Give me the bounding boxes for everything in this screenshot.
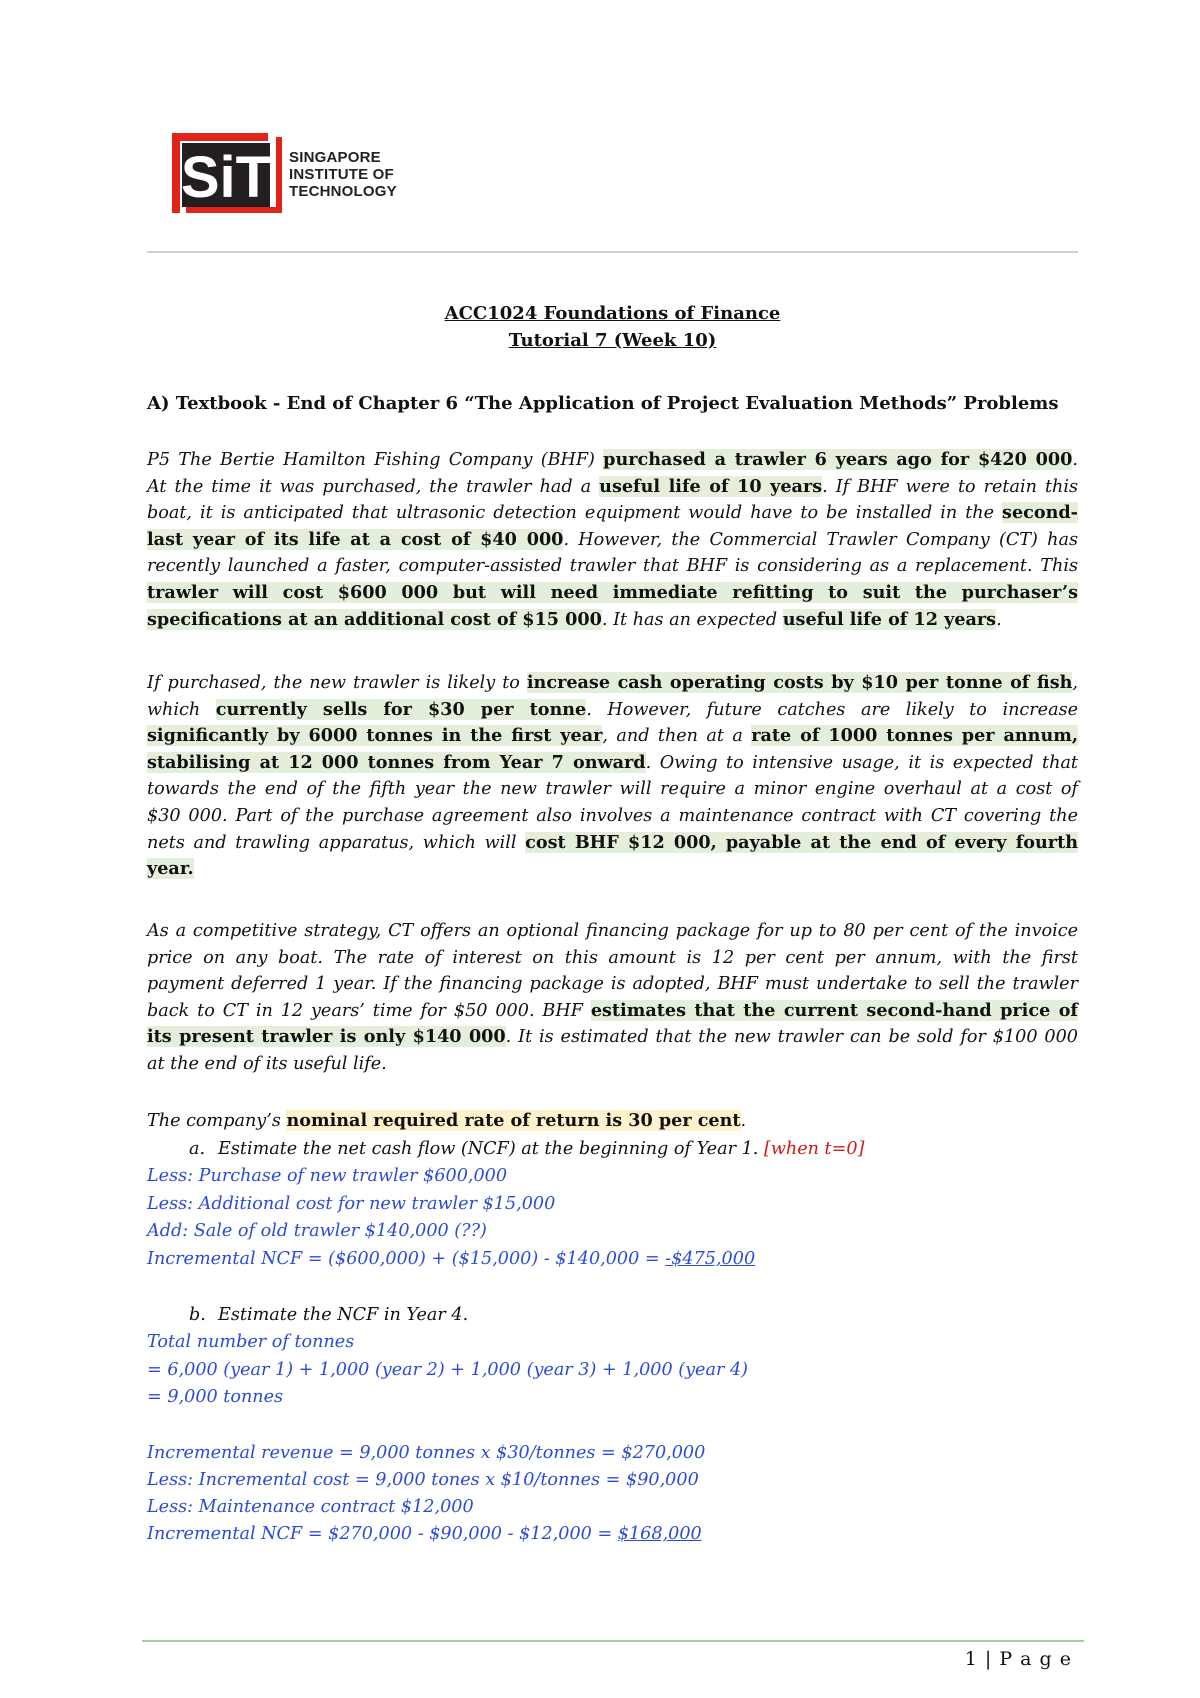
p1-line-6: trawler will cost $600 000 but will need immediate refitting to suit the purchaser’s xyxy=(147,581,1078,603)
answer-b-line-3: = 9,000 tonnes xyxy=(147,1387,284,1407)
logo-line-3: TECHNOLOGY xyxy=(289,183,397,200)
p3-line-2: price on any boat. The rate of interest on this amount is 12 per cent per annum, with the first xyxy=(147,947,1078,968)
section-heading: A) Textbook - End of Chapter 6 “The Application of Project Evaluation Methods” Problems xyxy=(147,393,1059,414)
p2-line-8: year. xyxy=(147,858,194,880)
answer-b-line-5: Less: Incremental cost = 9,000 tones x $10/tonnes = $90,000 xyxy=(147,1470,699,1490)
question-a-note: [when t=0] xyxy=(763,1139,865,1159)
sit-logo-mark-icon xyxy=(172,133,282,213)
p1-line-4: last year of its life at a cost of $40 000. However, the Commercial Trawler Company (CT) has xyxy=(147,528,1078,550)
logo-line-2: INSTITUTE OF xyxy=(289,166,394,183)
p2-line-1: If purchased, the new trawler is likely to increase cash operating costs by $10 per tonne of fish, xyxy=(147,672,1078,693)
document-subtitle: Tutorial 7 (Week 10) xyxy=(508,330,717,351)
document-title: ACC1024 Foundations of Finance xyxy=(444,303,781,324)
footer-divider xyxy=(142,1640,1084,1642)
p2-line-6: $30 000. Part of the purchase agreement also involves a maintenance contract with CT covering the xyxy=(147,805,1078,826)
p2-line-7: nets and trawling apparatus, which will cost BHF $12 000, payable at the end of every fourth xyxy=(147,831,1078,853)
page-footer: 1 | P a g e xyxy=(964,1648,1072,1670)
question-a-label: a. xyxy=(189,1139,206,1159)
answer-a-line-1: Less: Purchase of new trawler $600,000 xyxy=(147,1166,508,1186)
p1-line-2: At the time it was purchased, the trawler had a useful life of 10 years. If BHF were to retain this xyxy=(147,475,1078,497)
p3-line-4: back to CT in 12 years’ time for $50 000. BHF estimates that the current second-hand price of xyxy=(147,999,1078,1021)
answer-a-result: -$475,000 xyxy=(665,1249,756,1269)
p2-line-2: which currently sells for $30 per tonne. However, future catches are likely to increase xyxy=(147,698,1079,720)
question-b: Estimate the NCF in Year 4. xyxy=(218,1305,469,1325)
answer-b-line-4: Incremental revenue = 9,000 tonnes x $30/tonnes = $270,000 xyxy=(147,1443,706,1463)
p3-line-3: payment deferred 1 year. If the financing package is adopted, BHF must undertake to sell the trawler xyxy=(147,974,1078,995)
p4-line: The company’s nominal required rate of return is 30 per cent. xyxy=(147,1110,747,1131)
answer-b-line-2: = 6,000 (year 1) + 1,000 (year 2) + 1,000 (year 3) + 1,000 (year 4) xyxy=(147,1360,749,1380)
p1-line-1: P5 The Bertie Hamilton Fishing Company (BHF) purchased a trawler 6 years ago for $420 000. xyxy=(147,449,1078,470)
required-return-line xyxy=(147,1108,1078,1135)
question-a: Estimate the net cash flow (NCF) at the beginning of Year 1. [when t=0] xyxy=(218,1139,865,1159)
p3-line-6: at the end of its useful life. xyxy=(147,1053,387,1074)
sit-logo xyxy=(172,133,412,213)
svg-text:SiT: SiT xyxy=(180,145,272,210)
answer-b-line-1: Total number of tonnes xyxy=(147,1332,355,1352)
question-b-label: b. xyxy=(189,1305,206,1325)
answer-b-line-6: Less: Maintenance contract $12,000 xyxy=(147,1497,474,1517)
p2-line-5: towards the end of the fifth year the new trawler will require a minor engine overhaul at a cost of xyxy=(147,779,1078,800)
p1-line-5: recently launched a faster, computer-assisted trawler that BHF is considering as a replacement. This xyxy=(147,556,1078,577)
answer-a-line-2: Less: Additional cost for new trawler $15,000 xyxy=(147,1194,556,1214)
p1-line-7: specifications at an additional cost of $15 000. It has an expected useful life of 12 years. xyxy=(147,608,1002,630)
answer-a-line-4: Incremental NCF = ($600,000) + ($15,000) - $140,000 = -$475,000 xyxy=(147,1249,756,1269)
problem-paragraph-3 xyxy=(147,918,1078,1078)
p2-line-3: significantly by 6000 tonnes in the first year, and then at a rate of 1000 tonnes per annum, xyxy=(147,725,1078,747)
p1-line-3: boat, it is anticipated that ultrasonic detection equipment would have to be installed in the second- xyxy=(147,502,1078,524)
page-label: P a g e xyxy=(999,1648,1072,1670)
header-divider xyxy=(147,251,1078,253)
page-number: 1 xyxy=(964,1648,978,1670)
p3-line-5: its present trawler is only $140 000. It is estimated that the new trawler can be sold for $100 000 xyxy=(147,1026,1078,1048)
sit-logo-wordmark xyxy=(289,149,397,200)
logo-line-1: SINGAPORE xyxy=(289,149,381,166)
answer-b-result: $168,000 xyxy=(617,1524,702,1544)
answer-a-line-3: Add: Sale of old trawler $140,000 (??) xyxy=(147,1221,487,1241)
p2-line-4: stabilising at 12 000 tonnes from Year 7 onward. Owing to intensive usage, it is expected that xyxy=(147,751,1079,773)
problem-paragraph-1 xyxy=(147,447,1078,633)
answer-b-line-7: Incremental NCF = $270,000 - $90,000 - $12,000 = $168,000 xyxy=(147,1524,702,1544)
p3-line-1: As a competitive strategy, CT offers an optional financing package for up to 80 per cent of the invoice xyxy=(147,921,1078,941)
problem-paragraph-2 xyxy=(147,670,1078,883)
